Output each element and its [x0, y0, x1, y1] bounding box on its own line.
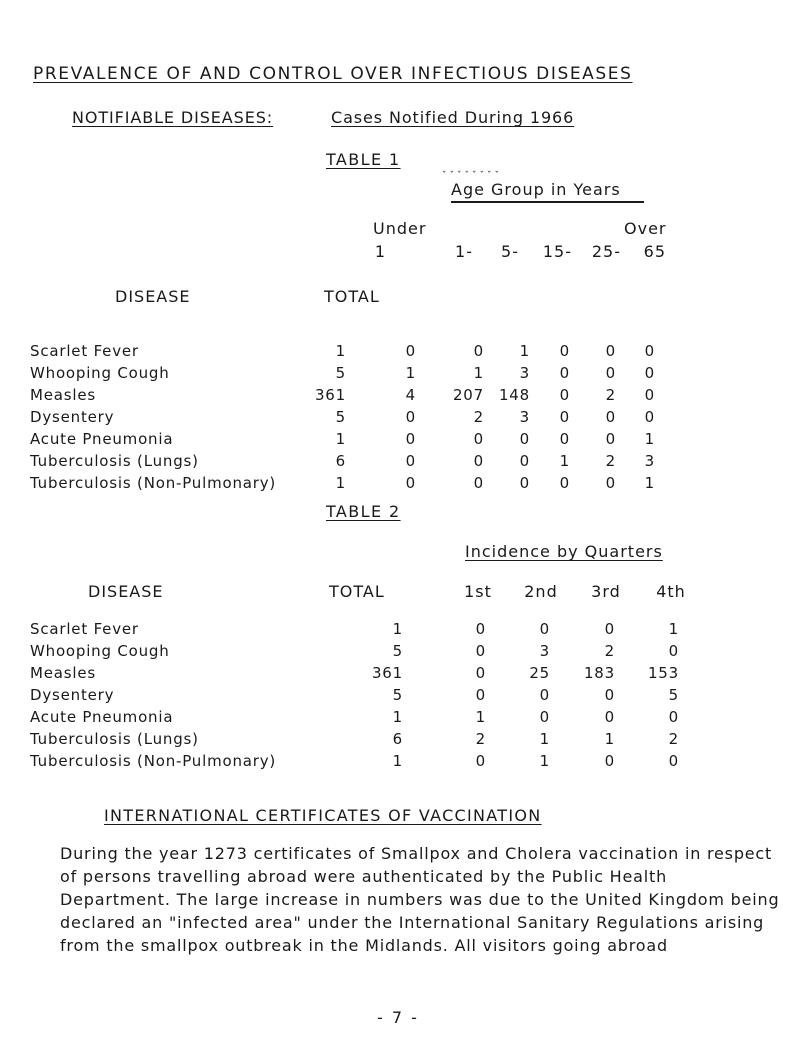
table1-row-5-cell-2: 0 — [519, 452, 530, 470]
table2-row-3-cell-0: 0 — [475, 686, 486, 704]
table1-row-4-cell-5: 1 — [644, 430, 655, 448]
table1-row-0-disease: Scarlet Fever — [30, 342, 139, 360]
table2-quarter-header-2: 3rd — [591, 582, 621, 601]
vaccination-paragraph: During the year 1273 certificates of Smallpox and Cholera vaccination in respect of persons travelling abroad were authenticated by the Public Health Department. The large increase in numbers was due to the United Kingdom being declared an "infected area" under the International Sanitary Regulations arising from the smallpox outbreak in the Midlands. All visitors going abroad — [60, 844, 780, 955]
table2-row-3-cell-2: 0 — [604, 686, 615, 704]
table2-disease-header: DISEASE — [88, 582, 164, 601]
table2-row-2-cell-2: 183 — [583, 664, 615, 682]
table2-row-6-cell-1: 1 — [539, 752, 550, 770]
table1-row-1-disease: Whooping Cough — [30, 364, 170, 382]
table2-row-1-cell-0: 0 — [475, 642, 486, 660]
table1-row-0-cell-5: 0 — [644, 342, 655, 360]
table2-row-5-total: 6 — [392, 730, 403, 748]
table1-row-1-cell-3: 0 — [559, 364, 570, 382]
table1-row-5-cell-5: 3 — [644, 452, 655, 470]
table2-row-1-disease: Whooping Cough — [30, 642, 170, 660]
table2-row-6-cell-2: 0 — [604, 752, 615, 770]
table1-row-1-cell-2: 3 — [519, 364, 530, 382]
table1-row-4-cell-1: 0 — [473, 430, 484, 448]
table1-row-5-cell-4: 2 — [605, 452, 616, 470]
table2-row-3-total: 5 — [392, 686, 403, 704]
table1-row-4-cell-2: 0 — [519, 430, 530, 448]
table2-row-0-cell-3: 1 — [668, 620, 679, 638]
table2-row-1-cell-2: 2 — [604, 642, 615, 660]
table2-row-4-cell-0: 1 — [475, 708, 486, 726]
section-subtitle: NOTIFIABLE DISEASES: — [72, 108, 274, 127]
vaccination-section-title: INTERNATIONAL CERTIFICATES OF VACCINATION — [104, 806, 542, 825]
table2-quarter-header-3: 4th — [656, 582, 686, 601]
table2-row-1-total: 5 — [392, 642, 403, 660]
table2-row-5-cell-2: 1 — [604, 730, 615, 748]
table2-row-0-total: 1 — [392, 620, 403, 638]
table1-row-2-disease: Measles — [30, 386, 96, 404]
table1-row-0-cell-0: 0 — [405, 342, 416, 360]
table2-row-0-cell-1: 0 — [539, 620, 550, 638]
table1-age-header-0: 1 — [374, 242, 386, 261]
table1-row-0-cell-4: 0 — [605, 342, 616, 360]
table1-row-3-total: 5 — [335, 408, 346, 426]
table2-row-4-disease: Acute Pneumonia — [30, 708, 174, 726]
table1-row-4-cell-3: 0 — [559, 430, 570, 448]
table1-row-3-cell-3: 0 — [559, 408, 570, 426]
table1-row-6-disease: Tuberculosis (Non-Pulmonary) — [30, 474, 277, 492]
table1-row-6-cell-0: 0 — [405, 474, 416, 492]
table2-row-6-disease: Tuberculosis (Non-Pulmonary) — [30, 752, 277, 770]
table1-row-0-total: 1 — [335, 342, 346, 360]
table1-row-2-cell-2: 148 — [498, 386, 530, 404]
table2-row-0-cell-2: 0 — [604, 620, 615, 638]
table1-row-6-cell-5: 1 — [644, 474, 655, 492]
table2-row-3-cell-1: 0 — [539, 686, 550, 704]
table2-row-5-cell-1: 1 — [539, 730, 550, 748]
table1-row-6-cell-2: 0 — [519, 474, 530, 492]
cases-notified-subtitle: Cases Notified During 1966 — [331, 108, 575, 127]
table1-row-5-cell-3: 1 — [559, 452, 570, 470]
table1-row-5-cell-1: 0 — [473, 452, 484, 470]
table2-row-4-cell-1: 0 — [539, 708, 550, 726]
table1-row-3-disease: Dysentery — [30, 408, 115, 426]
table2-row-4-total: 1 — [392, 708, 403, 726]
table1-group-rule — [451, 201, 644, 203]
table1-disease-header: DISEASE — [115, 287, 191, 306]
table1-total-header: TOTAL — [324, 287, 380, 306]
table2-row-5-cell-3: 2 — [668, 730, 679, 748]
table1-age-header-5: 65 — [643, 242, 666, 261]
table1-row-2-cell-4: 2 — [605, 386, 616, 404]
table1-row-1-cell-4: 0 — [605, 364, 616, 382]
table2-row-1-cell-1: 3 — [539, 642, 550, 660]
table1-row-1-cell-5: 0 — [644, 364, 655, 382]
table1-row-3-cell-1: 2 — [473, 408, 484, 426]
table1-row-3-cell-2: 3 — [519, 408, 530, 426]
table1-row-0-cell-3: 0 — [559, 342, 570, 360]
table1-row-1-cell-0: 1 — [405, 364, 416, 382]
table1-row-6-cell-4: 0 — [605, 474, 616, 492]
table2-quarter-header-0: 1st — [464, 582, 492, 601]
table2-row-2-cell-3: 153 — [647, 664, 679, 682]
table2-row-4-cell-3: 0 — [668, 708, 679, 726]
table1-row-3-cell-0: 0 — [405, 408, 416, 426]
table1-age-header-1: 1- — [455, 242, 473, 261]
table1-row-4-total: 1 — [335, 430, 346, 448]
table2-row-6-cell-0: 0 — [475, 752, 486, 770]
table1-row-6-cell-1: 0 — [473, 474, 484, 492]
table2-row-3-disease: Dysentery — [30, 686, 115, 704]
table1-row-5-cell-0: 0 — [405, 452, 416, 470]
table1-age-header-top-5: Over — [624, 219, 667, 238]
table1-row-4-cell-4: 0 — [605, 430, 616, 448]
table2-row-3-cell-3: 5 — [668, 686, 679, 704]
table1-row-1-total: 5 — [335, 364, 346, 382]
table2-total-header: TOTAL — [329, 582, 385, 601]
table2-group-label: Incidence by Quarters — [465, 542, 663, 561]
table1-row-3-cell-4: 0 — [605, 408, 616, 426]
table1-row-6-cell-3: 0 — [559, 474, 570, 492]
table2-row-4-cell-2: 0 — [604, 708, 615, 726]
table2-row-5-cell-0: 2 — [475, 730, 486, 748]
table1-ticks: ˇˇˇˇˇˇˇˇ — [442, 171, 502, 181]
table1-group-label: Age Group in Years — [451, 180, 621, 199]
table1-row-2-cell-1: 207 — [452, 386, 484, 404]
table1-row-2-cell-3: 0 — [559, 386, 570, 404]
page-title: PREVALENCE OF AND CONTROL OVER INFECTIOUS DISEASES — [33, 64, 633, 84]
table1-age-header-top-0: Under — [373, 219, 427, 238]
table2-row-0-cell-0: 0 — [475, 620, 486, 638]
table1-row-3-cell-5: 0 — [644, 408, 655, 426]
table1-row-4-disease: Acute Pneumonia — [30, 430, 174, 448]
table2-quarter-header-1: 2nd — [524, 582, 558, 601]
table2-row-2-disease: Measles — [30, 664, 96, 682]
table1-row-0-cell-2: 1 — [519, 342, 530, 360]
table2-row-2-cell-0: 0 — [475, 664, 486, 682]
table2-row-6-total: 1 — [392, 752, 403, 770]
table1-age-header-2: 5- — [501, 242, 519, 261]
table1-row-0-cell-1: 0 — [473, 342, 484, 360]
table1-row-5-disease: Tuberculosis (Lungs) — [30, 452, 199, 470]
table1-age-header-4: 25- — [591, 242, 621, 261]
table2-row-2-cell-1: 25 — [529, 664, 550, 682]
table1-row-5-total: 6 — [335, 452, 346, 470]
table1-row-2-total: 361 — [314, 386, 346, 404]
table2-row-5-disease: Tuberculosis (Lungs) — [30, 730, 199, 748]
table1-row-2-cell-5: 0 — [644, 386, 655, 404]
table1-row-1-cell-1: 1 — [473, 364, 484, 382]
page-number: - 7 - — [377, 1008, 419, 1027]
table2-row-1-cell-3: 0 — [668, 642, 679, 660]
table2-title: TABLE 2 — [326, 502, 401, 521]
table1-age-header-3: 15- — [542, 242, 572, 261]
table2-row-0-disease: Scarlet Fever — [30, 620, 139, 638]
table2-row-6-cell-3: 0 — [668, 752, 679, 770]
table1-row-4-cell-0: 0 — [405, 430, 416, 448]
table1-title: TABLE 1 — [326, 150, 401, 169]
table1-row-6-total: 1 — [335, 474, 346, 492]
table2-row-2-total: 361 — [371, 664, 403, 682]
table1-row-2-cell-0: 4 — [405, 386, 416, 404]
